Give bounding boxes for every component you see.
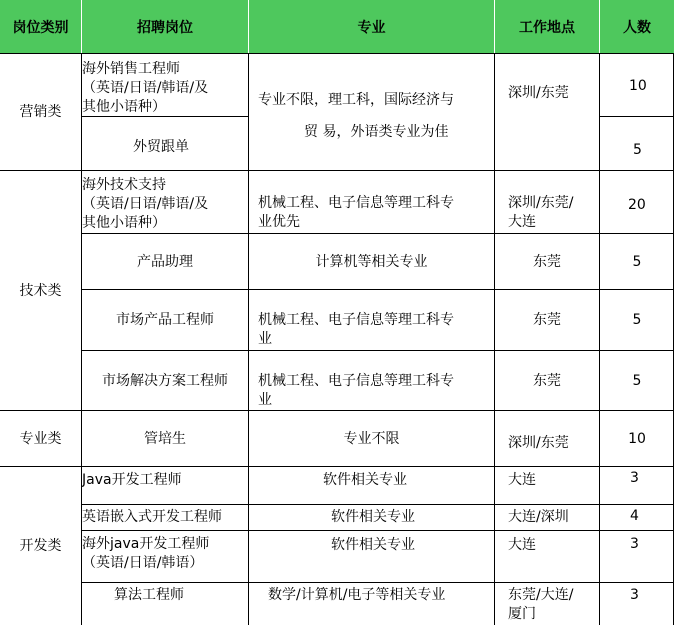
location-cell: 大连 xyxy=(508,472,536,488)
count-cell: 3 xyxy=(630,587,639,603)
position-cell: 外贸跟单 xyxy=(133,139,189,155)
count-cell: 5 xyxy=(632,253,642,270)
category-professional: 专业类 xyxy=(19,430,62,447)
header-position: 招聘岗位 xyxy=(137,19,193,36)
header-category: 岗位类别 xyxy=(12,19,69,36)
grid-line xyxy=(0,466,674,467)
count-cell: 10 xyxy=(628,430,646,447)
location-cell: 深圳/东莞 xyxy=(508,435,569,451)
category-technical: 技术类 xyxy=(19,282,62,299)
major-cell: 机械工程、电子信息等理工科专 xyxy=(258,312,454,328)
position-cell: （英语/日语/韩语） xyxy=(82,555,204,571)
location-cell: 东莞/大连/ xyxy=(508,587,574,603)
major-cell: 计算机等相关专业 xyxy=(315,253,428,270)
major-cell: 专业不限 xyxy=(343,430,400,447)
position-cell: 英语嵌入式开发工程师 xyxy=(82,509,222,525)
count-cell: 20 xyxy=(628,197,646,213)
position-cell: 其他小语种） xyxy=(82,215,166,231)
location-cell: 深圳/东莞/ xyxy=(508,195,574,211)
major-cell: 软件相关专业 xyxy=(331,509,415,525)
major-cell: 软件相关专业 xyxy=(331,537,415,553)
location-cell: 东莞 xyxy=(533,253,561,270)
grid-line xyxy=(0,53,674,54)
category-development: 开发类 xyxy=(19,538,62,554)
count-cell: 10 xyxy=(629,78,647,94)
count-cell: 4 xyxy=(630,508,639,524)
position-cell: 海外销售工程师 xyxy=(82,61,180,77)
position-cell: 算法工程师 xyxy=(114,587,184,603)
position-cell: 管培生 xyxy=(144,430,186,447)
location-cell: 深圳/东莞 xyxy=(508,85,569,101)
position-cell: 产品助理 xyxy=(137,253,193,270)
location-cell: 大连 xyxy=(508,214,536,230)
location-cell: 东莞 xyxy=(533,372,561,389)
header-major: 专业 xyxy=(357,19,386,36)
location-cell: 大连 xyxy=(508,537,536,553)
count-cell: 5 xyxy=(633,142,642,158)
grid-line xyxy=(599,116,674,117)
grid-line xyxy=(248,53,249,625)
grid-line xyxy=(82,504,674,505)
grid-line xyxy=(82,530,674,531)
count-cell: 5 xyxy=(632,312,642,328)
major-cell: 机械工程、电子信息等理工科专 xyxy=(258,373,454,389)
position-cell: 其他小语种） xyxy=(82,99,166,115)
major-cell: 专业不限，理工科，国际经济与 xyxy=(258,92,454,108)
count-cell: 3 xyxy=(630,536,639,552)
grid-line xyxy=(0,170,674,171)
grid-line xyxy=(82,582,674,583)
position-cell: Java开发工程师 xyxy=(82,472,182,488)
major-cell: 贸 易，外语类专业为佳 xyxy=(304,124,449,140)
header-count: 人数 xyxy=(623,19,651,36)
major-cell: 数学/计算机/电子等相关专业 xyxy=(268,587,446,603)
location-cell: 厦门 xyxy=(508,606,536,622)
major-cell: 业 xyxy=(258,331,272,347)
position-cell: 市场产品工程师 xyxy=(116,312,214,328)
position-cell: （英语/日语/韩语/及 xyxy=(82,80,209,96)
major-cell: 软件相关专业 xyxy=(323,472,407,488)
major-cell: 机械工程、电子信息等理工科专 xyxy=(258,195,454,211)
count-cell: 5 xyxy=(632,372,642,389)
major-cell: 业优先 xyxy=(258,214,300,230)
position-cell: 海外技术支持 xyxy=(82,177,166,193)
position-cell: （英语/日语/韩语/及 xyxy=(82,196,209,212)
position-cell: 海外java开发工程师 xyxy=(82,536,210,552)
major-cell: 业 xyxy=(258,392,272,408)
location-cell: 东莞 xyxy=(533,312,561,328)
location-cell: 大连/深圳 xyxy=(508,509,569,525)
count-cell: 3 xyxy=(630,470,639,486)
category-marketing: 营销类 xyxy=(19,104,62,120)
position-cell: 市场解决方案工程师 xyxy=(102,372,228,389)
header-location: 工作地点 xyxy=(519,19,575,36)
